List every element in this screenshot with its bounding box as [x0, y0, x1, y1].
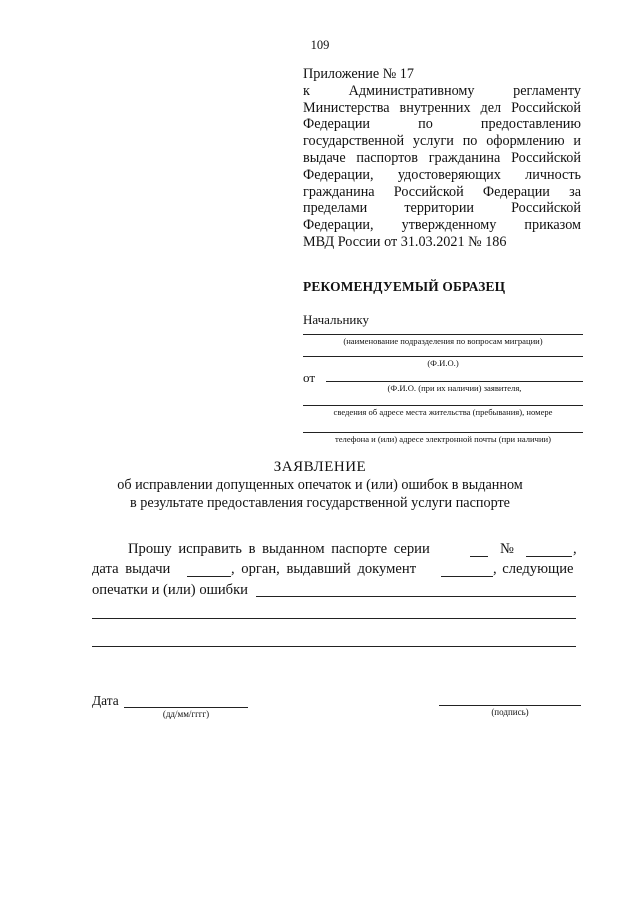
sample-label: РЕКОМЕНДУЕМЫЙ ОБРАЗЕЦ	[303, 279, 506, 294]
annex-line: гражданина Российской Федерации за	[303, 183, 581, 200]
addressee-to-label: Начальнику	[303, 312, 370, 327]
unit-caption: (наименование подразделения по вопросам миграции)	[343, 336, 543, 346]
applicant-caption: (Ф.И.О. (при их наличии) заявителя,	[387, 383, 522, 393]
annex-line: Федерации, утвержденному приказом	[303, 217, 581, 234]
address-field[interactable]	[303, 405, 583, 406]
issue-date-label: дата выдачи	[92, 561, 171, 577]
annex-line: Федерации, удостоверяющих личность	[303, 166, 581, 183]
annex-title: Приложение № 17	[303, 66, 414, 82]
contacts-caption: телефона и (или) адресе электронной почты (при наличии)	[334, 434, 552, 444]
passport-series-field[interactable]	[470, 556, 488, 557]
errors-label: опечатки и (или) ошибки	[92, 582, 248, 598]
issuer-field[interactable]	[441, 576, 493, 577]
annex-line: к Административному регламенту	[303, 82, 581, 99]
signature-field[interactable]	[439, 705, 581, 706]
from-label: от	[303, 370, 316, 385]
errors-field-line[interactable]	[92, 646, 576, 647]
document-subtitle: в результате предоставления государственной услуги паспорте	[130, 495, 510, 511]
address-caption: сведения об адресе места жительства (пребывания), номере	[333, 407, 553, 417]
document-subtitle: об исправлении допущенных опечаток и (или) ошибок в выданном	[117, 477, 523, 493]
errors-field[interactable]	[256, 596, 576, 597]
applicant-name-field[interactable]	[326, 381, 583, 382]
annex-line: выдаче паспортов гражданина Российской	[303, 149, 581, 166]
chief-name-caption: (Ф.И.О.)	[427, 358, 459, 368]
annex-line: государственной услуги по оформлению и	[303, 133, 581, 150]
annex-reference	[303, 66, 581, 251]
following-label: , следующие	[493, 561, 574, 577]
annex-line: МВД России от 31.03.2021 № 186	[303, 233, 507, 250]
issue-date-field[interactable]	[187, 576, 231, 577]
document-title: ЗАЯВЛЕНИЕ	[273, 459, 367, 475]
date-caption: (дд/мм/гггг)	[162, 709, 210, 719]
annex-line: Министерства внутренних дел Российской	[303, 99, 581, 116]
unit-field[interactable]	[303, 334, 583, 335]
issuer-label: , орган, выдавший документ	[231, 561, 417, 577]
chief-name-field[interactable]	[303, 356, 583, 357]
errors-field-line[interactable]	[92, 618, 576, 619]
date-label: Дата	[92, 693, 119, 708]
passport-number-field[interactable]	[526, 556, 572, 557]
number-sign: №	[500, 541, 514, 557]
comma: ,	[573, 541, 577, 557]
date-field[interactable]	[124, 707, 248, 708]
annex-line: Федерации по предоставлению	[303, 116, 581, 133]
annex-line: пределами территории Российской	[303, 200, 581, 217]
contacts-field[interactable]	[303, 432, 583, 433]
request-text: Прошу исправить в выданном паспорте серии	[128, 541, 430, 557]
signature-caption: (подпись)	[491, 707, 529, 717]
page-number: 109	[310, 38, 330, 52]
